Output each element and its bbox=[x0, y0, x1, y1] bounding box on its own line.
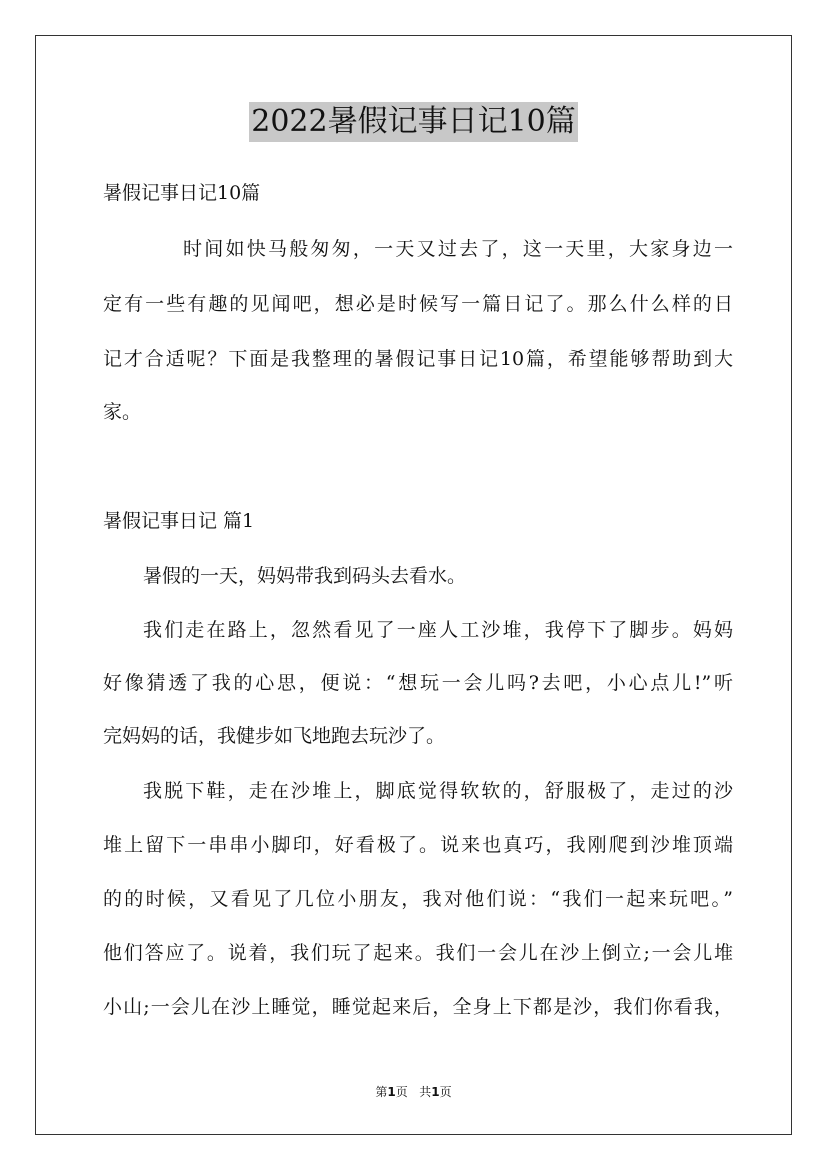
page-footer bbox=[0, 1084, 827, 1100]
intro-line-3: 记才合适呢？下面是我整理的暑假记事日记10篇，希望能够帮助到大 bbox=[103, 348, 733, 370]
body-line-5: 我脱下鞋，走在沙堆上，脚底觉得软软的，舒服极了，走过的沙 bbox=[143, 780, 733, 802]
intro-line-4: 家。 bbox=[103, 401, 142, 423]
intro-line-2: 定有一些有趣的见闻吧，想必是时候写一篇日记了。那么什么样的日 bbox=[103, 293, 733, 315]
footer-total-pages: 1 bbox=[431, 1085, 440, 1099]
body-line-8: 他们答应了。说着，我们玩了起来。我们一会儿在沙上倒立;一会儿堆 bbox=[103, 942, 733, 964]
body-line-1: 暑假的一天，妈妈带我到码头去看水。 bbox=[143, 565, 467, 587]
body-line-9: 小山;一会儿在沙上睡觉，睡觉起来后，全身上下都是沙，我们你看我， bbox=[103, 996, 733, 1018]
document-title: 2022暑假记事日记10篇 bbox=[249, 102, 578, 142]
body-line-3: 好像猜透了我的心思，便说：“想玩一会儿吗?去吧，小心点儿!”听 bbox=[103, 672, 733, 694]
footer-total-prefix: 共 bbox=[419, 1085, 432, 1099]
intro-line-1: 时间如快马般匆匆，一天又过去了，这一天里，大家身边一 bbox=[183, 238, 733, 260]
body-line-4: 完妈妈的话，我健步如飞地跑去玩沙了。 bbox=[103, 725, 446, 747]
body-line-2: 我们走在路上，忽然看见了一座人工沙堆，我停下了脚步。妈妈 bbox=[143, 619, 733, 641]
section-heading: 暑假记事日记 篇1 bbox=[103, 510, 255, 532]
footer-total-suffix: 页 bbox=[439, 1085, 452, 1099]
footer-page-suffix: 页 bbox=[395, 1085, 408, 1099]
footer-page-prefix: 第 bbox=[375, 1085, 388, 1099]
footer-page-number: 1 bbox=[387, 1085, 396, 1099]
body-line-7: 的的时候，又看见了几位小朋友，我对他们说：“我们一起来玩吧。” bbox=[103, 888, 733, 910]
document-subtitle: 暑假记事日记10篇 bbox=[103, 182, 261, 204]
body-line-6: 堆上留下一串串小脚印，好看极了。说来也真巧，我刚爬到沙堆顶端 bbox=[103, 834, 733, 856]
title-container bbox=[0, 102, 827, 142]
